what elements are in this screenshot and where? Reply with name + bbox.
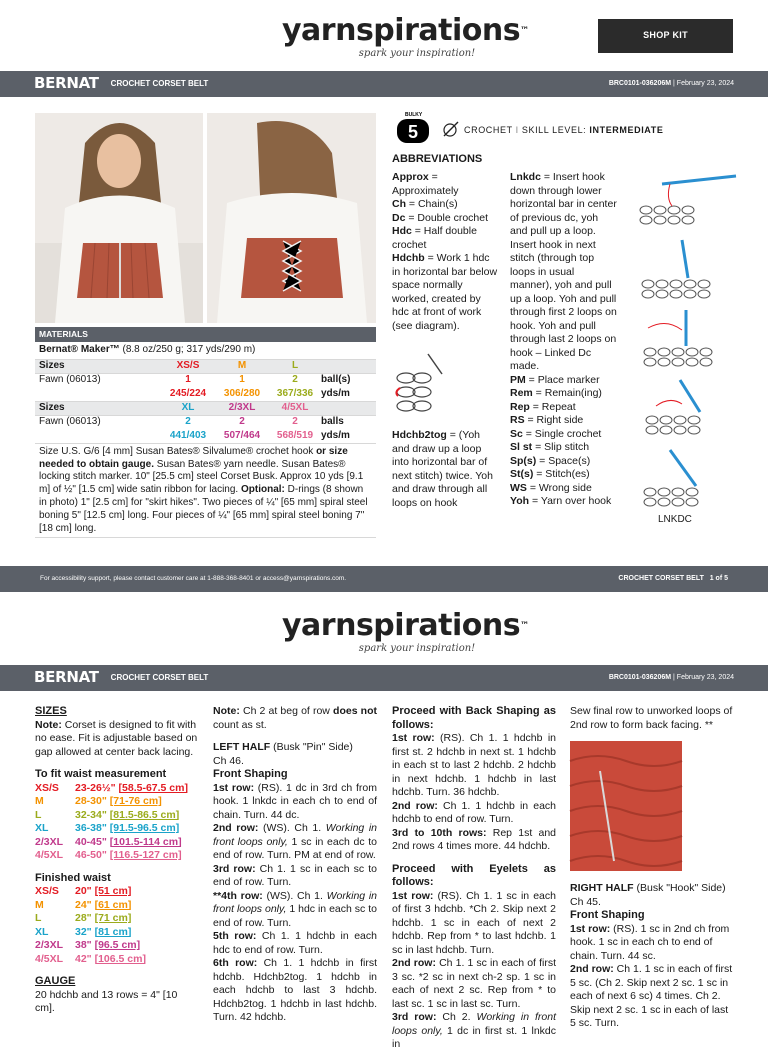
waist-heading: To fit waist measurement <box>35 768 167 780</box>
yarnspirations-logo[interactable] <box>282 13 529 61</box>
abbr-item: Hdchb2tog = (Yoh and draw up a loop into horizontal bar of next stitch) twice. Yoh and draw through all loops on hook <box>392 429 493 509</box>
abbr-item: Hdc = Half double crochet <box>392 225 477 251</box>
abbr-item: Rem = Remain(ing) <box>510 387 602 399</box>
abbr-item: WS = Wrong side <box>510 481 592 494</box>
gauge-text: 20 hdchb and 13 rows = 4" [10 cm]. <box>35 988 178 1014</box>
lnkdc-diagram-label: LNKDC <box>658 514 692 525</box>
bulky-yarn-badge <box>393 110 435 150</box>
brand-tagline: spark your inspiration! <box>358 48 476 59</box>
fawn-balls-row-2: Fawn (06013) 2 2 2 balls <box>39 416 344 428</box>
abbr-item: Ch = Chain(s) <box>392 198 458 210</box>
yarn-name: Bernat® Maker™ (8.8 oz/250 g; 317 yds/290 m) <box>35 342 376 360</box>
abbr-item: Yoh = Yarn over hook <box>510 495 612 507</box>
skill-level: CROCHET I SKILL LEVEL: INTERMEDIATE <box>464 125 664 135</box>
waist-table: XS/S 23-26½" [58.5-67.5 cm] M 28-30" [71-76 cm] L 32-34" [81.5-86.5 cm] XL 36-38" [91.5-96.5 cm] 2/3XL 40-45" [101.5-114 cm] 4/5XL 46-50" [116.5-127 cm] <box>35 781 188 861</box>
abbreviations-right <box>510 171 618 509</box>
abbr-item: Approx = Approximately <box>392 171 459 197</box>
pattern-code: BRC0101-036206M | February 23, 2024 <box>608 673 734 681</box>
finished-table: XS/S 20" [51 cm] M 24" [61 cm] L 28" [71 cm] XL 32" [81 cm] 2/3XL 38" [96.5 cm] 4/5XL 42" [106.5 cm] <box>35 885 146 965</box>
yarn-weight-label: BULKY <box>405 112 423 118</box>
fawn-yds-row-2: 441/403 507/464 568/519 yds/m <box>35 430 376 444</box>
fawn-yds-row-1: 245/224 306/280 367/336 yds/m <box>35 388 376 402</box>
finished-heading: Finished waist <box>35 871 111 884</box>
page-footer <box>0 566 768 592</box>
right-half-heading: RIGHT HALF (Busk "Hook" Side) <box>570 882 726 894</box>
right-half-column: Sew final row to unworked loops of 2nd row to form back facing. ** RIGHT HALF (Busk "Hook" Side) Ch 45. Front Shaping 1st row: (RS). 1 sc in 2nd ch from hook. 1 sc in each ch to end of chain. Turn. 44 sc. 2nd row: Ch 1. 1 sc in each of first 5 sc. (Ch 2. Skip next 2 sc. 1 sc in each of next 6 sc) 4 times. Ch 2. Skip next 2 sc. 1 sc in each of last 5 sc. Turn. <box>570 705 733 1029</box>
abbr-item: Lnkdc = Insert hook down through lower horizontal bar in center of previous dc, yoh and pull up a loop. Insert hook in next stitch (through top loops in usual manner), yoh and pull up a loop. Yoh and pull through first 2 loops on hook. Yoh and pull through last 2 loops on hook – Linked Dc made. <box>510 171 617 372</box>
bernat-logo: BERNAT <box>34 668 99 687</box>
abbr-item: RS = Right side <box>510 414 584 426</box>
sewing-photo <box>570 741 682 871</box>
abbr-item: Hdchb = Work 1 hdc in horizontal bar below space normally worked, created by hdc at front of work (see diagram). <box>392 252 498 332</box>
brand-tagline: spark your inspiration! <box>358 643 476 654</box>
sizes-row-1: Sizes XS/S M L <box>35 360 376 374</box>
abbr-item: PM = Place marker <box>510 373 600 386</box>
yarnspirations-logo-page2[interactable] <box>282 608 529 656</box>
accessibility-note: For accessibility support, please contact customer care at 1-888-368-8401 or access@yarnspirations.com. <box>40 574 347 582</box>
left-half-heading: LEFT HALF (Busk "Pin" Side) <box>213 741 353 753</box>
bernat-logo: BERNAT <box>34 74 99 93</box>
left-half-column: Note: Ch 2 at beg of row does not count as st. LEFT HALF (Busk "Pin" Side) Ch 46. Front Shaping 1st row: (RS). 1 dc in 3rd ch from hook. 1 lnkdc in each ch to end of chain. Turn. 44 dc. 2nd row: (WS). Ch 1. Working in front loops only, 1 sc in each dc to end of row. Turn. PM at end of row. 3rd row: Ch 1. 1 sc in each sc to end of row. Turn. **4th row: (WS). Ch 1. Working in front loops only, 1 hdc in each sc to end of row. Turn. 5th row: Ch 1. 1 hdchb in each hdc to end of row. Turn. 6th row: Ch 1. 1 hdchb in first hdchb. Hdchb2tog. 1 hdchb in each hdchb to last 3 hdchb. Hdchb2tog. 1 hdchb in last hdchb. Turn. 42 hdchb. <box>213 705 378 1023</box>
page-header-band-2 <box>0 665 768 691</box>
hdchb-diagram <box>392 352 454 418</box>
corset-front-photo <box>35 113 203 323</box>
page-header-band <box>0 71 768 97</box>
pattern-title: CROCHET CORSET BELT <box>110 78 209 88</box>
gauge-heading: GAUGE <box>35 975 76 987</box>
materials-heading: MATERIALS <box>35 327 376 342</box>
sizes-row-2: Sizes XL 2/3XL 4/5XL <box>35 402 376 416</box>
page-indicator: CROCHET CORSET BELT 1 of 5 <box>618 574 728 582</box>
abbr-item: Sl st = Slip stitch <box>510 441 590 453</box>
brand-wordmark: yarnspirations™ <box>282 13 529 48</box>
pattern-title: CROCHET CORSET BELT <box>110 672 209 682</box>
abbr-item: Rep = Repeat <box>510 400 576 413</box>
brand-wordmark: yarnspirations™ <box>282 608 529 643</box>
abbr-item: St(s) = Stitch(es) <box>510 468 590 480</box>
lnkdc-diagram <box>632 170 740 518</box>
abbreviations-left <box>392 171 500 333</box>
back-shaping-column: Proceed with Back Shaping as follows: 1st row: (RS). Ch 1. 1 hdchb in first st. 2 hdchb in next st. 1 hdchb in each st to last 2 hdchb. 2 hdchb in next hdchb. 1 hdchb in last hdchb. Turn. 36 hdchb. 2nd row: Ch 1. 1 hdchb in each hdchb to end of row. Turn. 3rd to 10th rows: Rep 1st and 2nd rows 4 times more. 44 hdchb. Proceed with Eyelets as follows: 1st row: (RS). Ch 1. 1 sc in each of first 3 hdchb. *Ch 2. Skip next 2 hdchb. 1 sc in each of next 2 hdchb. Rep from * to last hdchb. 1 sc in last hdchb. Turn. 2nd row: Ch 1. 1 sc in each of first 3 sc. *2 sc in next ch-2 sp. 1 sc in each of next 2 sc. Rep from * to last sc. 1 sc in last sc. Turn. 3rd row: Ch 2. Working in front loops only, 1 dc in first st. 1 lnkdc in <box>392 705 557 1050</box>
abbr-item: Sc = Single crochet <box>510 427 602 440</box>
abbreviations-left-2 <box>392 429 500 510</box>
sizes-note: Note: Corset is designed to fit with no ease. Fit is adjustable based on gap allowed at center back lacing. <box>35 718 198 758</box>
corset-back-photo <box>207 113 376 323</box>
abbr-item: Dc = Double crochet <box>392 211 489 224</box>
abbr-item: Sp(s) = Space(s) <box>510 454 591 467</box>
crochet-hook-icon <box>442 121 460 141</box>
sizes-heading: SIZES <box>35 705 67 717</box>
fawn-balls-row-1: Fawn (06013) 1 1 2 ball(s) <box>39 374 351 386</box>
materials-notes: Size U.S. G/6 [4 mm] Susan Bates® Silvalume® crochet hook or size needed to obtain gauge. Susan Bates® yarn needle. Susan Bates® locking stitch marker. 10" [25.5 cm] steel Corset Busk. Approx 10 yds [9.1 m] of ½" [1.5 cm] wide satin ribbon for lacing. Optional: D-rings (8 shown in photo) 1" [2.5 cm] for "skirt hikes". Two pieces of ¼" [65 mm] spiral steel boning 5" [12.5 cm] long. Four pieces of ¼" [65 mm] spiral steel boning 7" [18 cm] long. <box>35 444 376 539</box>
yarn-weight-number: 5 <box>407 122 419 142</box>
shop-kit-button[interactable]: SHOP KIT <box>598 19 733 53</box>
pattern-code: BRC0101-036206M | February 23, 2024 <box>608 79 734 87</box>
materials-table <box>35 327 376 538</box>
abbreviations-heading: ABBREVIATIONS <box>392 153 483 165</box>
sizes-column <box>35 705 200 1016</box>
